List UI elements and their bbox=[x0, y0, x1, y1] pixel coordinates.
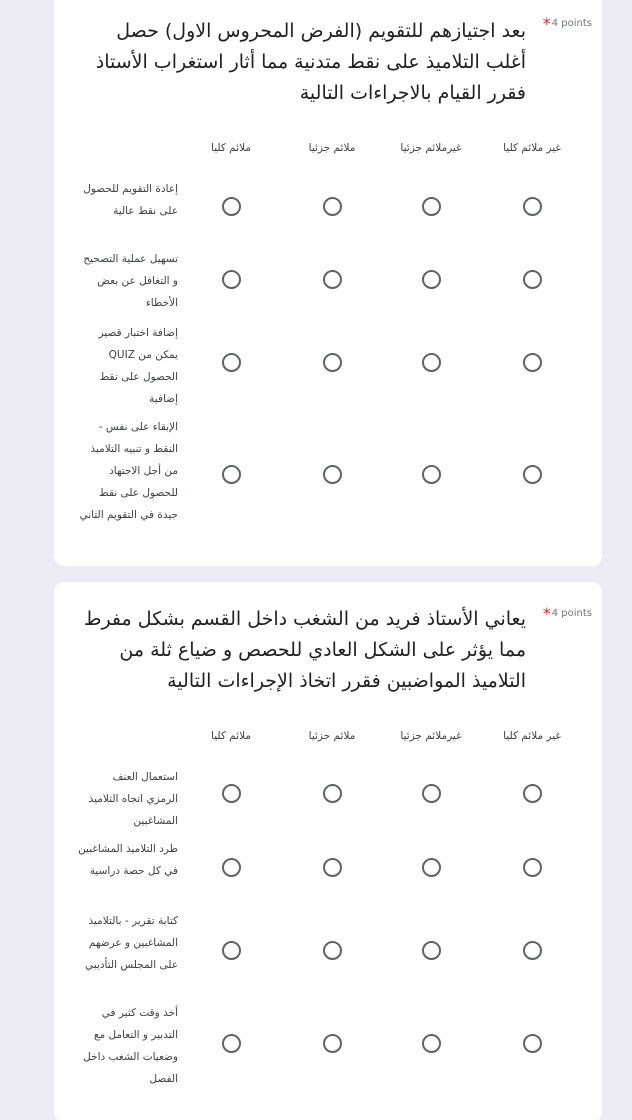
column-header: ملائم جزئيا bbox=[308, 142, 356, 154]
radio-button[interactable] bbox=[323, 784, 342, 803]
radio-button[interactable] bbox=[323, 197, 342, 216]
radio-button[interactable] bbox=[323, 1034, 342, 1053]
radio-button[interactable] bbox=[523, 1034, 542, 1053]
radio-button[interactable] bbox=[323, 858, 342, 877]
column-header: غيرملائم جزئيا bbox=[400, 142, 462, 154]
radio-button[interactable] bbox=[323, 353, 342, 372]
radio-button[interactable] bbox=[222, 858, 241, 877]
radio-button[interactable] bbox=[222, 353, 241, 372]
row-label: إضافة اختبار قصير يمكن من QUIZ الحصول على نقط إضافية bbox=[98, 327, 178, 405]
row-label: استعمال العنف الرمزي اتجاه التلاميذ المشاغبين bbox=[88, 771, 178, 827]
radio-button[interactable] bbox=[523, 353, 542, 372]
required-asterisk: * bbox=[542, 14, 551, 33]
radio-button[interactable] bbox=[222, 197, 241, 216]
radio-button[interactable] bbox=[323, 465, 342, 484]
points-badge bbox=[543, 14, 592, 33]
radio-button[interactable] bbox=[222, 784, 241, 803]
radio-button[interactable] bbox=[422, 858, 441, 877]
radio-button[interactable] bbox=[422, 353, 441, 372]
radio-button[interactable] bbox=[422, 465, 441, 484]
question-title: بعد اجتيازهم للتقويم (الفرض المحروس الاول) حصل أغلب التلاميذ على نقط متدنية مما أثار استغراب الأستاذ فقرر القيام بالاجراءات التالية bbox=[95, 20, 526, 104]
radio-button[interactable] bbox=[422, 941, 441, 960]
row-label: كتابة تقرير - بالتلاميذ المشاغبين و عرضهم على المجلس التأديبي bbox=[85, 915, 178, 971]
radio-button[interactable] bbox=[222, 270, 241, 289]
column-header: ملائم كليا bbox=[211, 730, 251, 742]
row-label: طرد التلاميذ المشاغبين في كل حصة دراسية bbox=[78, 843, 178, 877]
question-card-2 bbox=[54, 582, 602, 1120]
column-header: غير ملائم كليا bbox=[503, 142, 561, 154]
radio-button[interactable] bbox=[523, 784, 542, 803]
radio-button[interactable] bbox=[422, 197, 441, 216]
row-label: أخذ وقت كثير في التدبير و التعامل مع وضعيات الشغب داخل الفصل bbox=[83, 1007, 178, 1085]
radio-button[interactable] bbox=[222, 1034, 241, 1053]
radio-button[interactable] bbox=[422, 784, 441, 803]
required-asterisk: * bbox=[542, 604, 551, 623]
row-label: الإبقاء على نفس - النقط و تنبيه التلاميذ من أجل الاجتهاد للحصول على نقط جيدة في التقويم الثاني bbox=[79, 421, 178, 521]
column-header: غيرملائم جزئيا bbox=[400, 730, 462, 742]
radio-button[interactable] bbox=[523, 197, 542, 216]
radio-button[interactable] bbox=[523, 858, 542, 877]
column-header: ملائم جزئيا bbox=[308, 730, 356, 742]
radio-button[interactable] bbox=[323, 941, 342, 960]
radio-button[interactable] bbox=[422, 270, 441, 289]
radio-button[interactable] bbox=[523, 941, 542, 960]
question-card-1 bbox=[54, 0, 602, 566]
column-header: ملائم كليا bbox=[211, 142, 251, 154]
row-label: إعادة التقويم للحصول على نقط عالية bbox=[83, 183, 178, 217]
radio-button[interactable] bbox=[523, 270, 542, 289]
question-title: يعاني الأستاذ فريد من الشغب داخل القسم بشكل مفرط مما يؤثر على الشكل العادي للحصص و ضياع ثلة من التلاميذ المواضبين فقرر اتخاذ الإجراءات التالية bbox=[83, 608, 526, 692]
points-label: 4 points bbox=[551, 608, 592, 619]
radio-button[interactable] bbox=[422, 1034, 441, 1053]
row-label: تسهيل عملية التصحيح و التغافل عن بعض الأخطاء bbox=[83, 253, 178, 309]
points-label: 4 points bbox=[551, 18, 592, 29]
radio-button[interactable] bbox=[222, 465, 241, 484]
points-badge bbox=[543, 604, 592, 623]
radio-button[interactable] bbox=[523, 465, 542, 484]
radio-button[interactable] bbox=[222, 941, 241, 960]
column-header: غير ملائم كليا bbox=[503, 730, 561, 742]
radio-button[interactable] bbox=[323, 270, 342, 289]
